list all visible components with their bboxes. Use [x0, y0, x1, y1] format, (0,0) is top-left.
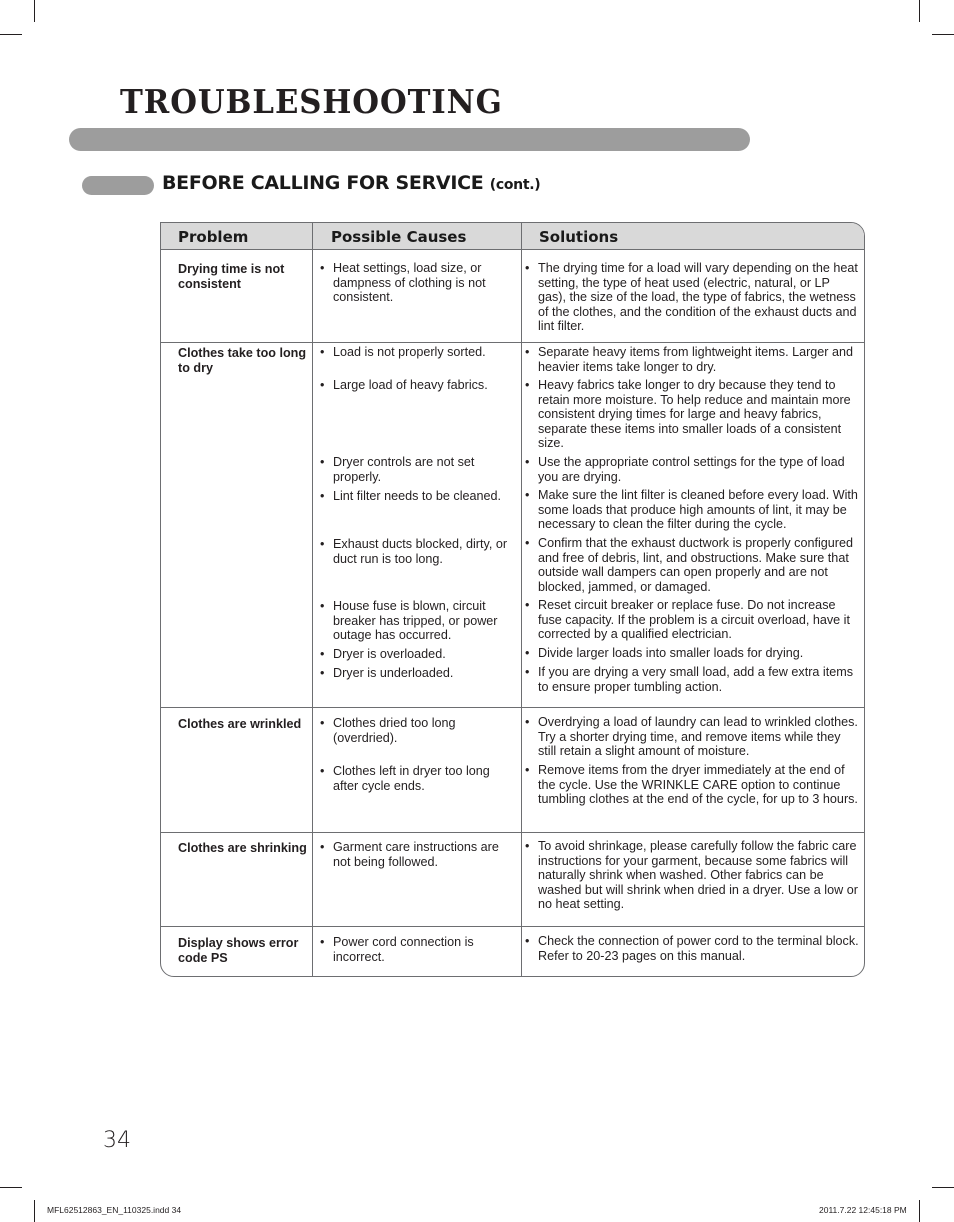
cause-text: Clothes dried too long (overdried).	[333, 716, 456, 745]
cause-text: Garment care instructions are not being followed.	[333, 840, 499, 869]
cause-text: Dryer controls are not set properly.	[333, 455, 475, 484]
solution-item: • If you are drying a very small load, add a few extra items to ensure proper tumbling action.	[525, 665, 853, 694]
solution-item: • The drying time for a load will vary depending on the heat setting, the type of heat used (electric, natural, or LP gas), the size of the load, the type of fabrics, the wetness of the clothes, and the condition of the exhaust ducts and lint filter.	[525, 261, 858, 333]
solution-text: Separate heavy items from lightweight items. Larger and heavier items take longer to dry.	[538, 345, 853, 374]
solution-text: To avoid shrinkage, please carefully follow the fabric care instructions for your garment, because some fabrics will naturally shrink when washed. Other fabrics can be washed but will shrink when dried in a dryer. Use a low or no heat setting.	[538, 839, 858, 911]
page-title: TROUBLESHOOTING	[120, 82, 503, 121]
cause-text: Load is not properly sorted.	[333, 345, 486, 359]
cause-item: • Exhaust ducts blocked, dirty, or duct run is too long.	[320, 537, 508, 566]
solution-text: Use the appropriate control settings for the type of load you are drying.	[538, 455, 845, 484]
problem-clothes-wrinkled: Clothes are wrinkled	[178, 717, 302, 731]
title-underline-bar	[69, 128, 750, 151]
problem-clothes-shrinking: Clothes are shrinking	[178, 841, 307, 855]
section-title-text: BEFORE CALLING FOR SERVICE	[162, 172, 484, 194]
cause-item: • Clothes left in dryer too long after cycle ends.	[320, 764, 490, 793]
cause-text: Exhaust ducts blocked, dirty, or duct run is too long.	[333, 537, 508, 566]
solution-text: Confirm that the exhaust ductwork is properly configured and free of debris, lint, and obstructions. Make sure that outside wall dampers can open properly and are not blocked, jammed, or damaged.	[538, 536, 853, 594]
solution-item: • Reset circuit breaker or replace fuse. Do not increase fuse capacity. If the problem is a circuit overload, have it corrected by a qualified electrician.	[525, 598, 850, 641]
header-solutions: Solutions	[539, 228, 619, 246]
cause-text: Dryer is overloaded.	[333, 647, 446, 661]
cause-item: • Clothes dried too long (overdried).	[320, 716, 456, 745]
cause-text: Power cord connection is incorrect.	[333, 935, 474, 964]
cause-item: • Dryer is overloaded.	[320, 647, 446, 661]
cause-text: Heat settings, load size, or dampness of clothing is not consistent.	[333, 261, 486, 304]
footer-filename: MFL62512863_EN_110325.indd 34	[47, 1205, 182, 1215]
row-divider	[161, 832, 864, 833]
cause-text: Lint filter needs to be cleaned.	[333, 489, 502, 503]
row-divider	[161, 707, 864, 708]
solution-item: • Heavy fabrics take longer to dry because they tend to retain more moisture. To help reduce and maintain more consistent drying times for large and heavy fabrics, separate these items into smaller loads of a consistent size.	[525, 378, 851, 450]
page-number: 34	[103, 1128, 131, 1153]
cause-text: House fuse is blown, circuit breaker has tripped, or power outage has occurred.	[333, 599, 498, 642]
cause-item: • Garment care instructions are not being followed.	[320, 840, 499, 869]
solution-text: Overdrying a load of laundry can lead to wrinkled clothes. Try a shorter drying time, and remove items while they still retain a slight amount of moisture.	[538, 715, 858, 758]
section-title	[162, 172, 540, 194]
row-divider	[161, 926, 864, 927]
header-causes: Possible Causes	[331, 228, 467, 246]
cause-item: • Load is not properly sorted.	[320, 345, 486, 359]
solution-item: • Use the appropriate control settings for the type of load you are drying.	[525, 455, 845, 484]
table-header	[161, 223, 864, 250]
cause-item: • Lint filter needs to be cleaned.	[320, 489, 502, 503]
cause-item: • House fuse is blown, circuit breaker has tripped, or power outage has occurred.	[320, 599, 498, 642]
header-problem: Problem	[178, 228, 249, 246]
solution-text: Reset circuit breaker or replace fuse. Do not increase fuse capacity. If the problem is a circuit overload, have it corrected by a qualified electrician.	[538, 598, 850, 641]
troubleshooting-table	[160, 222, 865, 977]
solution-text: If you are drying a very small load, add a few extra items to ensure proper tumbling action.	[538, 665, 853, 694]
solution-item: • Make sure the lint filter is cleaned before every load. With some loads that produce high amounts of lint, it may be necessary to clean the filter during the cycle.	[525, 488, 858, 531]
cause-text: Large load of heavy fabrics.	[333, 378, 488, 392]
solution-item: • Separate heavy items from lightweight items. Larger and heavier items take longer to dry.	[525, 345, 853, 374]
solution-item: • Overdrying a load of laundry can lead to wrinkled clothes. Try a shorter drying time, and remove items while they still retain a slight amount of moisture.	[525, 715, 858, 758]
row-divider	[161, 342, 864, 343]
solution-item: • Check the connection of power cord to the terminal block. Refer to 20-23 pages on this manual.	[525, 934, 859, 963]
solution-text: Check the connection of power cord to the terminal block. Refer to 20-23 pages on this manual.	[538, 934, 859, 963]
problem-error-code-ps: Display shows error code PS	[178, 936, 299, 965]
cause-item: • Heat settings, load size, or dampness of clothing is not consistent.	[320, 261, 486, 304]
cause-text: Clothes left in dryer too long after cycle ends.	[333, 764, 490, 793]
column-divider	[521, 223, 522, 976]
problem-drying-time: Drying time is not consistent	[178, 262, 285, 291]
solution-item: • Divide larger loads into smaller loads for drying.	[525, 646, 804, 660]
cause-item: • Large load of heavy fabrics.	[320, 378, 488, 392]
problem-clothes-take-too-long: Clothes take too long to dry	[178, 346, 307, 375]
solution-item: • To avoid shrinkage, please carefully follow the fabric care instructions for your garment, because some fabrics will naturally shrink when washed. Other fabrics can be washed but will shrink when dried in a dryer. Use a low or no heat setting.	[525, 839, 858, 911]
cause-item: • Power cord connection is incorrect.	[320, 935, 474, 964]
solution-item: • Remove items from the dryer immediately at the end of the cycle. Use the WRINKLE CARE option to continue tumbling clothes at the end of the cycle, for up to 3 hours.	[525, 763, 858, 806]
cause-item: • Dryer controls are not set properly.	[320, 455, 475, 484]
footer-timestamp: 2011.7.22 12:45:18 PM	[819, 1205, 907, 1215]
cause-text: Dryer is underloaded.	[333, 666, 454, 680]
solution-text: Make sure the lint filter is cleaned before every load. With some loads that produce high amounts of lint, it may be necessary to clean the filter during the cycle.	[538, 488, 858, 531]
solution-text: Remove items from the dryer immediately at the end of the cycle. Use the WRINKLE CARE option to continue tumbling clothes at the end of the cycle, for up to 3 hours.	[538, 763, 858, 806]
solution-text: The drying time for a load will vary depending on the heat setting, the type of heat used (electric, natural, or LP gas), the size of the load, the type of fabrics, the wetness of the clothes, and the condition of the exhaust ducts and lint filter.	[538, 261, 858, 333]
solution-text: Divide larger loads into smaller loads for drying.	[538, 646, 804, 660]
solution-item: • Confirm that the exhaust ductwork is properly configured and free of debris, lint, and obstructions. Make sure that outside wall dampers can open properly and are not blocked, jammed, or damaged.	[525, 536, 853, 594]
column-divider	[312, 223, 313, 976]
cause-item: • Dryer is underloaded.	[320, 666, 454, 680]
section-marker-pill	[82, 176, 154, 195]
solution-text: Heavy fabrics take longer to dry because they tend to retain more moisture. To help reduce and maintain more consistent drying times for large and heavy fabrics, separate these items into smaller loads of a consistent size.	[538, 378, 851, 450]
section-title-suffix: (cont.)	[489, 177, 541, 193]
